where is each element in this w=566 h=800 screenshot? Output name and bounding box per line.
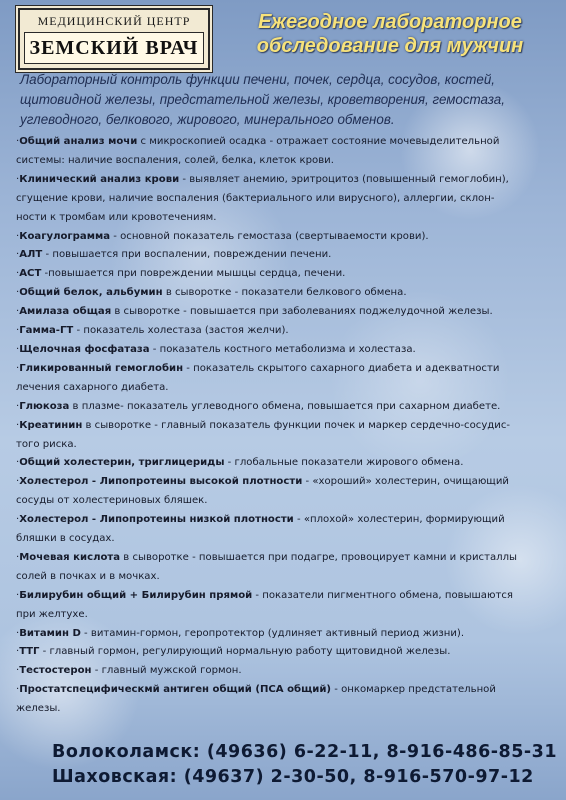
test-description: - показатель холестаза (застоя желчи). (73, 325, 289, 337)
test-name: Общий холестерин, триглицериды (19, 457, 225, 469)
test-item (16, 171, 556, 228)
test-line: ·АЛТ - повышается при воспалении, повреждении печени. (16, 249, 332, 261)
test-line: ·Глюкоза в плазме- показатель углеводного обмена, повышается при сахарном диабете. (16, 400, 501, 412)
test-item (16, 398, 556, 417)
test-description: - основной показатель гемостаза (свертываемости крови). (110, 230, 429, 242)
test-line: ·Мочевая кислота в сыворотке - повышается при подагре, провоцирует камни и кристаллы (16, 551, 518, 563)
test-description-cont: того риска. (16, 438, 77, 450)
test-description: - выявляет анемию, эритроцитоз (повышенный гемоглобин), (179, 173, 509, 185)
test-item (16, 549, 556, 587)
test-description-cont: ности к тромбам или кровотечениям. (16, 211, 217, 223)
test-description: - показатели пигментного обмена, повышаются (252, 589, 513, 601)
test-item (16, 473, 556, 511)
test-item (16, 625, 556, 644)
test-name: Мочевая кислота (19, 551, 121, 563)
logo-line-2: ЗЕМСКИЙ ВРАЧ (24, 32, 204, 64)
test-name: Общий белок, альбумин (19, 287, 163, 299)
test-line: ·Клинический анализ крови - выявляет анемию, эритроцитоз (повышенный гемоглобин), (16, 173, 509, 185)
test-description: - главный мужской гормон. (91, 665, 242, 677)
test-description-cont: системы: наличие воспаления, солей, белка, клеток крови. (16, 154, 334, 166)
test-description: с микроскопией осадка - отражает состояние мочевыделительной (137, 136, 500, 147)
test-name: Щелочная фосфатаза (19, 343, 150, 355)
test-description: - главный гормон, регулирующий нормальную работу щитовидной железы. (39, 646, 451, 658)
test-description-cont: лечения сахарного диабета. (16, 381, 169, 393)
test-description-cont: солей в почках и в мочках. (16, 570, 160, 582)
test-line: ·АСТ -повышается при повреждении мышцы сердца, печени. (16, 268, 346, 280)
contact-volokolamsk: Волоколамск: (49636) 6-22-11, 8-916-486-85-31 (52, 742, 557, 762)
test-line: ·Гликированный гемоглобин - показатель скрытого сахарного диабета и адекватности (16, 362, 500, 374)
test-name: Гликированный гемоглобин (19, 362, 184, 374)
test-description: - «плохой» холестерин, формирующий (293, 514, 505, 526)
test-description: в плазме- показатель углеводного обмена, повышается при сахарном диабете. (69, 400, 501, 412)
test-item (16, 322, 556, 341)
test-item (16, 341, 556, 360)
test-description-cont: бляшки в сосудах. (16, 533, 115, 545)
test-item (16, 246, 556, 265)
intro-line-2: щитовидной железы, предстательной железы, кроветворения, гемостаза, (20, 92, 505, 107)
test-name: Глюкоза (19, 400, 70, 412)
test-name: Холестерол - Липопротеины низкой плотности (19, 514, 294, 526)
test-name: АЛТ (19, 249, 43, 261)
test-item (16, 360, 556, 398)
test-line: ·Креатинин в сыворотке - главный показатель функции почек и маркер сердечно-сосудис- (16, 419, 511, 431)
test-line: ·Витамин D - витамин-гормон, геропротектор (удлиняет активный период жизни). (16, 627, 465, 639)
test-name: Тестостерон (19, 665, 92, 677)
test-line: ·Простатспецифическмй антиген общий (ПСА общий) - онкомаркер предстательной (16, 684, 496, 696)
title-line-2: обследование для мужчин (256, 35, 524, 57)
test-line: ·Билирубин общий + Билирубин прямой - показатели пигментного обмена, повышаются (16, 589, 513, 601)
test-description: - «хороший» холестерин, очищающий (302, 476, 509, 488)
test-description-cont: железы. (16, 703, 61, 715)
test-item (16, 228, 556, 247)
test-description: - онкомаркер предстательной (331, 684, 496, 696)
test-line: ·Холестерол - Липопротеины высокой плотности - «хороший» холестерин, очищающий (16, 476, 509, 488)
test-description: - показатель костного метаболизма и холестаза. (149, 343, 416, 355)
test-line: ·Коагулограмма - основной показатель гемостаза (свертываемости крови). (16, 230, 429, 242)
test-item (16, 265, 556, 284)
test-line: ·ТТГ - главный гормон, регулирующий нормальную работу щитовидной железы. (16, 646, 451, 658)
test-description-cont: сосуды от холестериновых бляшек. (16, 495, 208, 507)
test-name: Билирубин общий + Билирубин прямой (19, 589, 253, 601)
test-description-cont: сгущение крови, наличие воспаления (бактериального или вирусного), аллергии, склон- (16, 192, 495, 204)
test-name: Простатспецифическмй антиген общий (ПСА общий) (19, 684, 332, 696)
test-item (16, 662, 556, 681)
test-item (16, 511, 556, 549)
test-name: Амилаза общая (19, 306, 112, 318)
test-line: ·Общий холестерин, триглицериды - глобальные показатели жирового обмена. (16, 457, 464, 469)
test-description: в сыворотке - показатели белкового обмена. (162, 287, 407, 299)
test-item (16, 417, 556, 455)
test-name: АСТ (19, 268, 42, 280)
test-name: Общий анализ мочи (19, 136, 138, 147)
test-description: - повышается при воспалении, повреждении печени. (42, 249, 332, 261)
test-name: Гамма-ГТ (19, 325, 74, 337)
test-item (16, 303, 556, 322)
test-name: Холестерол - Липопротеины высокой плотности (19, 476, 303, 488)
test-line: ·Щелочная фосфатаза - показатель костного метаболизма и холестаза. (16, 343, 416, 355)
test-description: - глобальные показатели жирового обмена. (224, 457, 464, 469)
test-line: ·Общий анализ мочи с микроскопией осадка - отражает состояние мочевыделительной (16, 136, 500, 147)
test-item (16, 284, 556, 303)
test-line: ·Амилаза общая в сыворотке - повышается при заболеваниях поджелудочной железы. (16, 306, 493, 318)
test-description: в сыворотке - повышается при заболеваниях поджелудочной железы. (111, 306, 493, 318)
test-name: Креатинин (19, 419, 83, 431)
test-item (16, 681, 556, 719)
test-item (16, 454, 556, 473)
test-name: Клинический анализ крови (19, 173, 180, 185)
test-line: ·Тестостерон - главный мужской гормон. (16, 665, 242, 677)
test-description: в сыворотке - повышается при подагре, провоцирует камни и кристаллы (120, 551, 518, 563)
test-name: Коагулограмма (19, 230, 111, 242)
test-item (16, 643, 556, 662)
test-description-cont: при желтухе. (16, 608, 88, 620)
test-item (16, 133, 556, 171)
contacts (52, 740, 562, 790)
contact-shakhovskaya: Шаховская: (49637) 2-30-50, 8-916-570-97-12 (52, 767, 534, 787)
tests-list (16, 133, 556, 719)
test-name: ТТГ (19, 646, 40, 658)
test-line: ·Гамма-ГТ - показатель холестаза (застоя желчи). (16, 325, 289, 337)
test-description: - показатель скрытого сахарного диабета и адекватности (183, 362, 500, 374)
logo-line-1: МЕДИЦИНСКИЙ ЦЕНТР (37, 14, 191, 28)
intro-line-1: Лабораторный контроль функции печени, почек, сердца, сосудов, костей, (20, 72, 496, 87)
test-description: -повышается при повреждении мышцы сердца, печени. (41, 268, 346, 280)
intro-text (20, 70, 556, 130)
test-item (16, 587, 556, 625)
test-line: ·Холестерол - Липопротеины низкой плотности - «плохой» холестерин, формирующий (16, 514, 505, 526)
page-title (222, 10, 558, 58)
clinic-logo (18, 8, 210, 70)
intro-line-3: углеводного, белкового, жирового, минерального обменов. (20, 112, 395, 127)
test-name: Витамин D (19, 627, 81, 639)
test-description: - витамин-гормон, геропротектор (удлиняет активный период жизни). (80, 627, 465, 639)
title-line-1: Ежегодное лабораторное (258, 11, 522, 33)
test-line: ·Общий белок, альбумин в сыворотке - показатели белкового обмена. (16, 287, 407, 299)
test-description: в сыворотке - главный показатель функции почек и маркер сердечно-сосудис- (82, 419, 511, 431)
